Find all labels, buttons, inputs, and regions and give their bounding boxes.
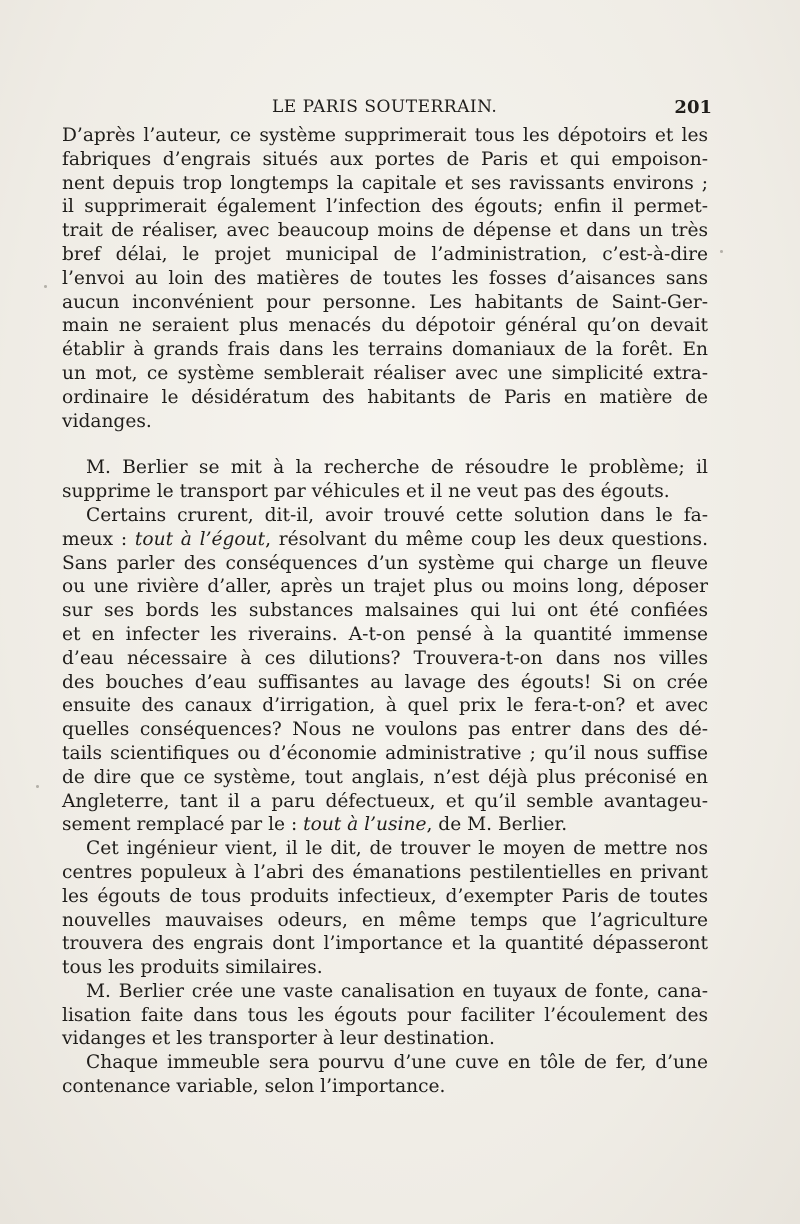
text-line: quelles conséquences? Nous ne voulons pas entrer dans des dé- — [62, 719, 708, 741]
text-line: nouvelles mauvaises odeurs, en même temps que l’agriculture — [62, 909, 708, 931]
text-line: des bouches d’eau suffisantes au lavage des égouts! Si on crée — [62, 671, 708, 693]
page-number: 201 — [674, 97, 712, 118]
text-line: les égouts de tous produits infectieux, d’exempter Paris de toutes — [62, 885, 708, 907]
body-text — [62, 124, 708, 1099]
italic-phrase: tout à l’égout — [134, 528, 266, 550]
paper-speck — [36, 785, 39, 788]
text-fragment: sement remplacé par le : — [62, 814, 304, 836]
text-line: d’eau nécessaire à ces dilutions? Trouvera-t-on dans nos villes — [62, 647, 708, 669]
text-line: Cet ingénieur vient, il le dit, de trouver le moyen de mettre nos — [86, 838, 708, 860]
text-fragment: , de M. Berlier. — [426, 814, 568, 836]
paragraph — [62, 837, 708, 980]
text-line: trait de réaliser, avec beaucoup moins de dépense et dans un très — [62, 220, 708, 242]
text-line: l’envoi au loin des matières de toutes les fosses d’aisances sans — [62, 267, 708, 289]
text-line — [62, 528, 708, 552]
paragraph-gap — [62, 433, 708, 456]
text-line: trouvera des engrais dont l’importance et la quantité dépasseront — [62, 933, 708, 955]
text-line: ou une rivière d’aller, après un trajet plus ou moins long, déposer — [62, 576, 708, 598]
text-line: tous les produits similaires. — [62, 957, 323, 979]
text-line: établir à grands frais dans les terrains domaniaux de la forêt. En — [62, 339, 708, 361]
text-line: M. Berlier se mit à la recherche de résoudre le problème; il — [86, 457, 708, 479]
text-line — [62, 813, 708, 837]
text-line: vidanges. — [62, 410, 152, 432]
paragraph — [62, 1051, 708, 1099]
text-line: ensuite des canaux d’irrigation, à quel prix le fera-t-on? et avec — [62, 695, 708, 717]
text-line: il supprimerait également l’infection des égouts; enfin il permet- — [62, 196, 708, 218]
text-line: Chaque immeuble sera pourvu d’une cuve en tôle de fer, d’une — [86, 1052, 708, 1074]
text-fragment: , résolvant du même coup les deux questions. — [265, 528, 708, 550]
text-line: Certains crurent, dit-il, avoir trouvé cette solution dans le fa- — [86, 504, 708, 526]
italic-phrase: tout à l’usine — [303, 814, 427, 836]
text-line: et en infecter les riverains. A-t-on pensé à la quantité immense — [62, 623, 708, 645]
text-line: nent depuis trop longtemps la capitale et ses ravissants environs ; — [62, 172, 708, 194]
paragraph — [62, 980, 708, 1051]
paper-speck — [44, 285, 47, 288]
text-line: centres populeux à l’abri des émanations pestilentielles en privant — [62, 861, 708, 883]
text-line: M. Berlier crée une vaste canalisation en tuyaux de fonte, cana- — [86, 980, 708, 1002]
text-line: de dire que ce système, tout anglais, n’est déjà plus préconisé en — [62, 766, 708, 788]
text-line: tails scientifiques ou d’économie administrative ; qu’il nous suffise — [62, 742, 708, 764]
text-line: vidanges et les transporter à leur destination. — [62, 1028, 495, 1050]
text-line: un mot, ce système semblerait réaliser avec une simplicité extra- — [62, 362, 708, 384]
paragraph — [62, 124, 708, 433]
running-title: LE PARIS SOUTERRAIN. — [272, 97, 498, 117]
text-line: contenance variable, selon l’importance. — [62, 1076, 446, 1098]
text-line: main ne seraient plus menacés du dépotoir général qu’on devait — [62, 315, 708, 337]
text-line: lisation faite dans tous les égouts pour faciliter l’écoulement des — [62, 1004, 708, 1026]
text-line: bref délai, le projet municipal de l’administration, c’est-à-dire — [62, 243, 708, 265]
paper-speck — [720, 250, 723, 253]
text-line: fabriques d’engrais situés aux portes de Paris et qui empoison- — [62, 148, 708, 170]
text-line: supprime le transport par véhicules et il ne veut pas des égouts. — [62, 481, 670, 503]
text-line: Sans parler des conséquences d’un système qui charge un fleuve — [62, 552, 708, 574]
paragraph — [62, 504, 708, 837]
page-header — [62, 97, 712, 123]
paragraph — [62, 456, 708, 504]
text-fragment: meux : — [62, 528, 135, 550]
text-line: D’après l’auteur, ce système supprimerait tous les dépotoirs et les — [62, 125, 708, 146]
text-line: sur ses bords les substances malsaines qui lui ont été confiées — [62, 600, 708, 622]
text-line: Angleterre, tant il a paru défectueux, et qu’il semble avantageu- — [62, 790, 708, 812]
text-line: ordinaire le désidératum des habitants de Paris en matière de — [62, 386, 708, 408]
text-line: aucun inconvénient pour personne. Les habitants de Saint-Ger- — [62, 291, 708, 313]
